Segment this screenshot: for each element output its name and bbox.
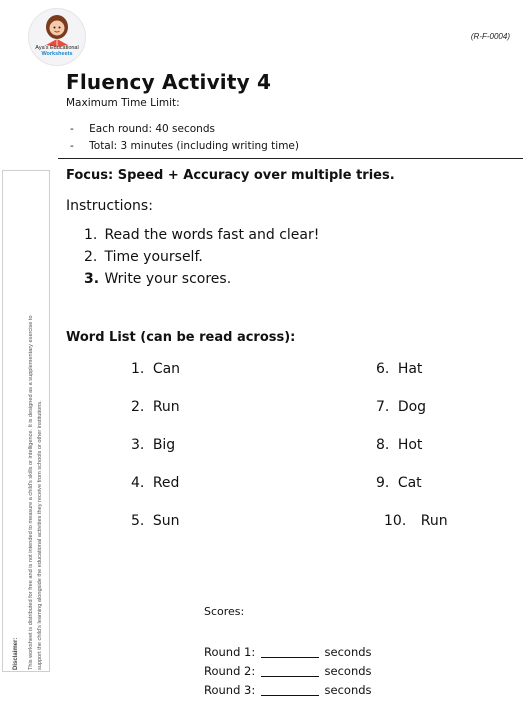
word-text: Big (152, 437, 176, 453)
focus-statement: Focus: Speed + Accuracy over multiple tries. (66, 168, 395, 183)
word-item (131, 475, 179, 491)
word-text: Hot (397, 437, 423, 453)
word-text: Run (420, 513, 448, 529)
step-number: 2. (84, 249, 98, 265)
instructions-label: Instructions: (66, 198, 153, 214)
word-item (384, 513, 448, 529)
dash-bullet: - (70, 140, 74, 152)
word-number: 2. (131, 399, 145, 415)
round-unit: seconds (324, 664, 372, 678)
word-text: Sun (152, 513, 180, 529)
score-round (204, 664, 372, 678)
word-item (131, 437, 175, 453)
time-limit-item (70, 140, 299, 152)
step-number: 3. (84, 271, 100, 287)
word-text: Can (152, 361, 181, 377)
worksheet-reference: (R-F-0004) (470, 32, 510, 41)
logo-text-line2: Worksheets (41, 51, 73, 57)
score-round (204, 645, 372, 659)
round-label: Round 3: (204, 683, 256, 697)
word-text: Cat (397, 475, 422, 491)
disclaimer-text (27, 180, 45, 670)
word-item (376, 437, 422, 453)
word-item (131, 399, 180, 415)
score-blank[interactable] (261, 684, 319, 696)
round-label: Round 1: (204, 645, 256, 659)
word-number: 10. (384, 513, 407, 529)
score-blank[interactable] (261, 646, 319, 658)
word-number: 9. (376, 475, 390, 491)
time-limit-label: Maximum Time Limit: (66, 97, 180, 109)
score-round (204, 683, 372, 697)
word-number: 5. (131, 513, 145, 529)
word-number: 1. (131, 361, 145, 377)
word-number: 7. (376, 399, 390, 415)
word-number: 6. (376, 361, 390, 377)
round-label: Round 2: (204, 664, 256, 678)
disclaimer-title: Disclaimer: (13, 637, 19, 670)
score-blank[interactable] (261, 665, 319, 677)
instruction-step (84, 227, 319, 243)
word-list-heading: Word List (can be read across): (66, 330, 296, 345)
step-number: 1. (84, 227, 98, 243)
time-limit-item (70, 123, 215, 135)
step-text: Read the words fast and clear! (104, 227, 320, 243)
scores-label: Scores: (204, 605, 245, 618)
logo (28, 8, 86, 66)
section-divider (58, 158, 523, 159)
word-number: 4. (131, 475, 145, 491)
time-limit-item-text: Total: 3 minutes (including writing time) (89, 140, 299, 152)
dash-bullet: - (70, 123, 74, 135)
step-text: Write your scores. (104, 271, 232, 287)
disclaimer-line: This worksheet is distributed for free and is not intended to measure a child's skills or intelligence. It is designed as a supplementary exercise to (28, 315, 34, 670)
girl-reading-icon (29, 9, 85, 49)
word-text: Red (152, 475, 180, 491)
word-item (131, 361, 180, 377)
word-item (376, 399, 426, 415)
step-text: Time yourself. (104, 249, 203, 265)
logo-text-line1: Aya's Educational (35, 45, 79, 51)
time-limit-item-text: Each round: 40 seconds (89, 123, 215, 135)
word-item (376, 475, 422, 491)
word-text: Run (152, 399, 180, 415)
disclaimer-line: support the child's learning alongside the educational activities they receive from schools or other institutions. (37, 400, 43, 670)
word-number: 3. (131, 437, 145, 453)
round-unit: seconds (324, 683, 372, 697)
page-title: Fluency Activity 4 (66, 70, 272, 94)
word-text: Dog (397, 399, 427, 415)
round-unit: seconds (324, 645, 372, 659)
word-number: 8. (376, 437, 390, 453)
word-text: Hat (397, 361, 423, 377)
instruction-step (84, 271, 231, 287)
instruction-step (84, 249, 203, 265)
word-item (376, 361, 422, 377)
word-item (131, 513, 179, 529)
